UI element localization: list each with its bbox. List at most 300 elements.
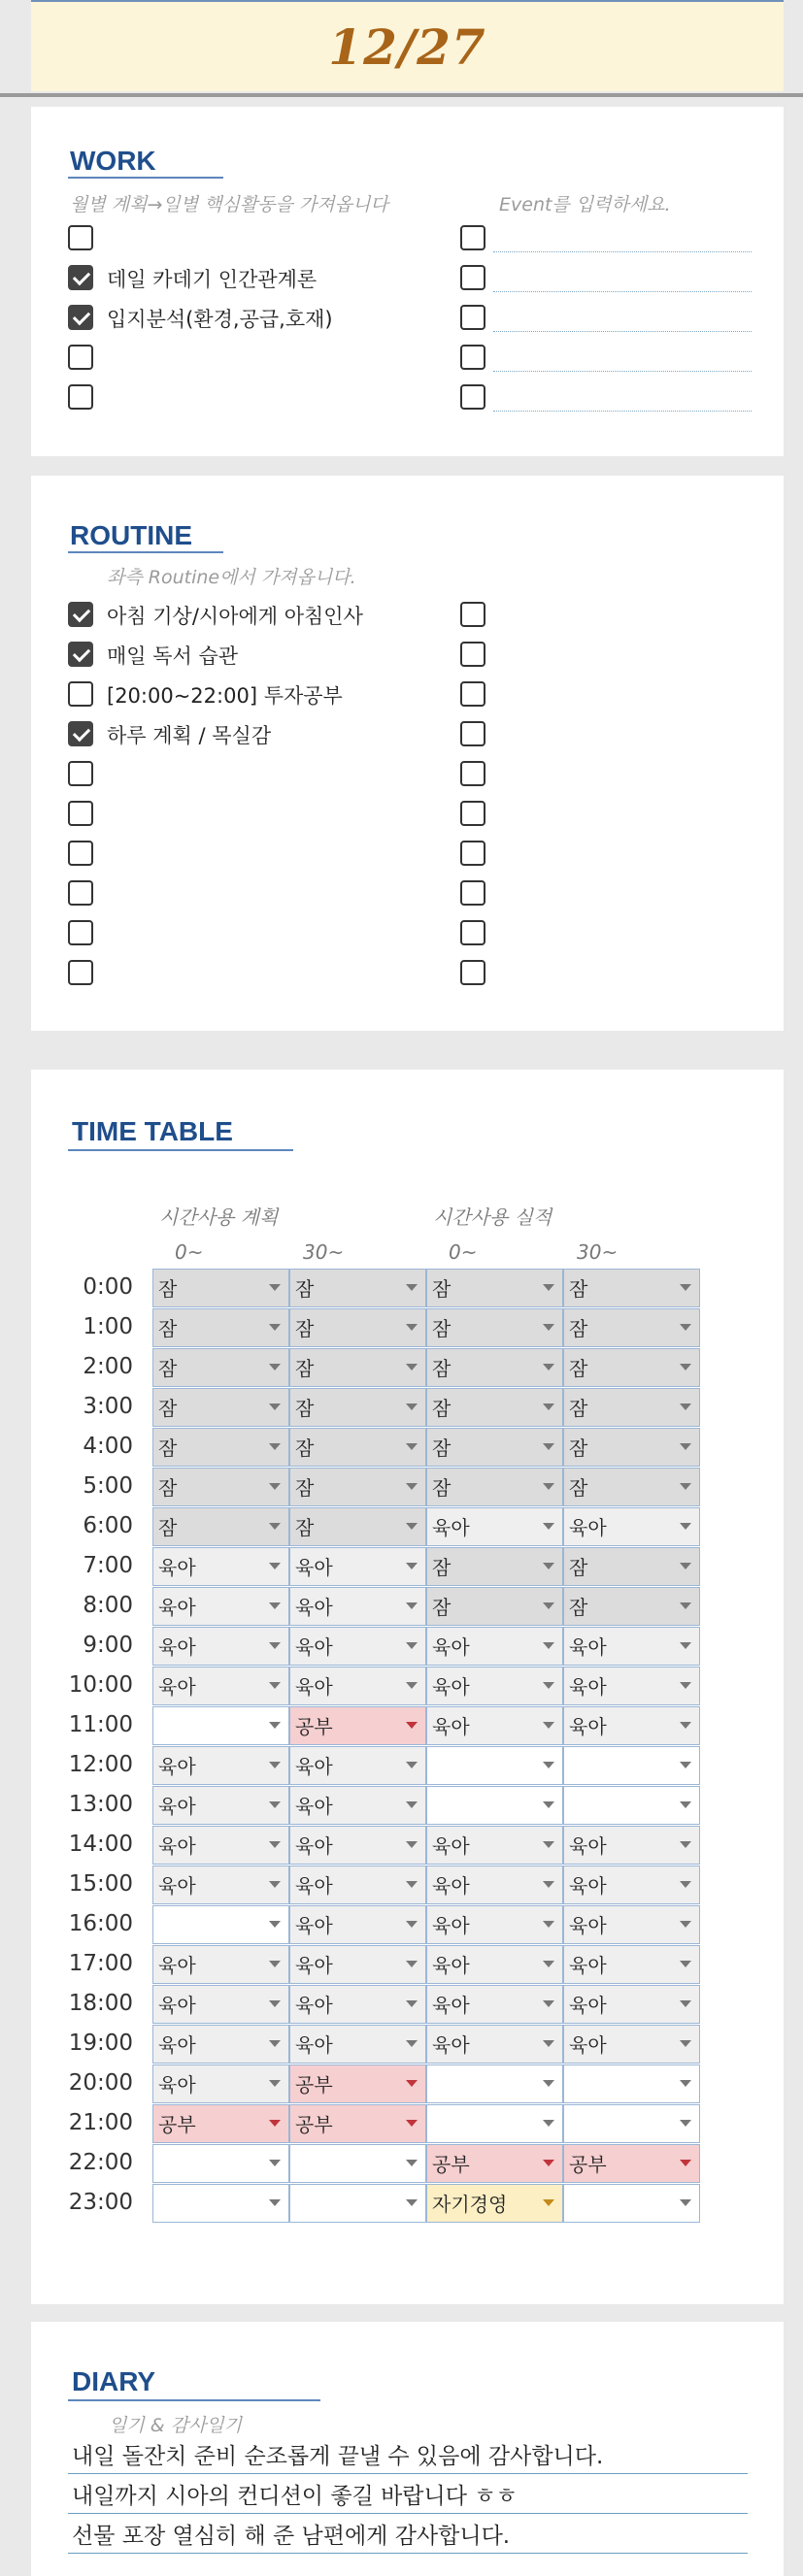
header-divider xyxy=(0,93,803,97)
plan-cell[interactable] xyxy=(289,1428,426,1467)
cell-value: 공부 xyxy=(295,2073,333,2097)
actual-cell[interactable] xyxy=(563,1269,700,1307)
dropdown-arrow-icon[interactable] xyxy=(543,2120,554,2127)
actual-cell[interactable] xyxy=(563,1388,700,1427)
cell-value: 잠 xyxy=(158,1437,178,1460)
timetable-row xyxy=(68,2144,700,2184)
dropdown-arrow-icon[interactable] xyxy=(406,2040,418,2047)
actual-cell[interactable] xyxy=(426,1587,563,1626)
cell-value: 잠 xyxy=(295,1476,315,1500)
plan-cell[interactable] xyxy=(152,1786,289,1825)
dropdown-arrow-icon[interactable] xyxy=(406,1881,418,1888)
plan-cell[interactable] xyxy=(152,2184,289,2223)
work-task-checkbox[interactable] xyxy=(68,345,93,370)
dropdown-arrow-icon[interactable] xyxy=(543,1284,554,1291)
routine-label[interactable]: 하루 계획 / 목실감 xyxy=(107,724,272,747)
cell-value: 육아 xyxy=(295,2033,333,2057)
work-task-checkbox[interactable] xyxy=(68,384,93,410)
cell-value: 육아 xyxy=(295,1994,333,2017)
work-task-checkbox[interactable] xyxy=(68,225,93,250)
plan-cell[interactable] xyxy=(289,2144,426,2183)
actual-cell[interactable] xyxy=(563,1348,700,1387)
dropdown-arrow-icon[interactable] xyxy=(406,1921,418,1928)
actual-cell[interactable] xyxy=(426,1667,563,1705)
dropdown-arrow-icon[interactable] xyxy=(269,1483,281,1490)
dropdown-arrow-icon[interactable] xyxy=(406,1682,418,1689)
routine-checkbox-right[interactable] xyxy=(460,960,485,985)
plan-cell[interactable] xyxy=(152,1468,289,1506)
dropdown-arrow-icon[interactable] xyxy=(680,1722,691,1729)
diary-line-text[interactable]: 선물 포장 열심히 해 준 남편에게 감사합니다. xyxy=(72,2524,511,2549)
plan-cell[interactable] xyxy=(152,1348,289,1387)
dropdown-arrow-icon[interactable] xyxy=(269,2120,281,2127)
dropdown-arrow-icon[interactable] xyxy=(406,1801,418,1808)
dropdown-arrow-icon[interactable] xyxy=(680,1324,691,1331)
cell-value: 육아 xyxy=(295,1675,333,1699)
plan-cell[interactable] xyxy=(152,1905,289,1944)
dropdown-arrow-icon[interactable] xyxy=(269,1443,281,1450)
dropdown-arrow-icon[interactable] xyxy=(406,1284,418,1291)
dropdown-arrow-icon[interactable] xyxy=(543,1523,554,1530)
dropdown-arrow-icon[interactable] xyxy=(406,1722,418,1729)
plan-cell[interactable] xyxy=(152,1547,289,1586)
routine-section xyxy=(31,476,784,1031)
timetable-row xyxy=(83,1547,700,1587)
cell-value: 잠 xyxy=(295,1397,315,1420)
routine-label[interactable]: 매일 독서 습관 xyxy=(107,644,239,668)
actual-cell[interactable] xyxy=(426,2144,563,2183)
work-task-label[interactable]: 입지분석(환경,공급,호재) xyxy=(107,308,333,331)
work-section xyxy=(31,107,784,456)
plan-cell[interactable] xyxy=(152,1269,289,1307)
dropdown-arrow-icon[interactable] xyxy=(543,1682,554,1689)
plan-cell[interactable] xyxy=(289,2025,426,2064)
actual-cell[interactable] xyxy=(426,1706,563,1745)
time-label: 20:00 xyxy=(68,2070,133,2096)
actual-cell[interactable] xyxy=(563,1507,700,1546)
routine-checkbox-right[interactable] xyxy=(460,642,485,667)
time-label: 0:00 xyxy=(83,1274,133,1300)
timetable-row xyxy=(68,1866,700,1905)
plan-cell[interactable] xyxy=(289,1746,426,1785)
routine-checkbox-right[interactable] xyxy=(460,602,485,627)
time-label: 11:00 xyxy=(68,1712,133,1737)
time-label: 5:00 xyxy=(83,1473,133,1499)
plan-cell[interactable] xyxy=(289,1826,426,1865)
actual-cell[interactable] xyxy=(563,1547,700,1586)
dropdown-arrow-icon[interactable] xyxy=(543,1364,554,1371)
dropdown-arrow-icon[interactable] xyxy=(406,2160,418,2166)
dropdown-arrow-icon[interactable] xyxy=(543,1404,554,1410)
dropdown-arrow-icon[interactable] xyxy=(680,1801,691,1808)
actual-cell[interactable] xyxy=(563,2064,700,2103)
actual-cell[interactable] xyxy=(426,1945,563,1984)
actual-cell[interactable] xyxy=(426,1826,563,1865)
actual-cell[interactable] xyxy=(563,1468,700,1506)
plan-cell[interactable] xyxy=(152,2064,289,2103)
routine-checkbox-right[interactable] xyxy=(460,920,485,945)
dropdown-arrow-icon[interactable] xyxy=(269,1563,281,1569)
dropdown-arrow-icon[interactable] xyxy=(406,1324,418,1331)
date-title: 12/27 xyxy=(328,17,486,76)
dropdown-arrow-icon[interactable] xyxy=(406,1762,418,1768)
work-task-label[interactable]: 데일 카데기 인간관계론 xyxy=(107,268,318,291)
plan-cell[interactable] xyxy=(152,2025,289,2064)
routine-checkbox[interactable] xyxy=(68,721,93,746)
dropdown-arrow-icon[interactable] xyxy=(543,1921,554,1928)
actual-cell[interactable] xyxy=(426,1428,563,1467)
actual-cell[interactable] xyxy=(426,1985,563,2024)
routine-checkbox-right[interactable] xyxy=(460,880,485,906)
actual-cell[interactable] xyxy=(563,2144,700,2183)
dropdown-arrow-icon[interactable] xyxy=(406,1364,418,1371)
plan-cell[interactable] xyxy=(152,1945,289,1984)
dropdown-arrow-icon[interactable] xyxy=(543,1762,554,1768)
timetable-title-underline xyxy=(68,1149,293,1151)
actual-cell[interactable] xyxy=(563,1706,700,1745)
dropdown-arrow-icon[interactable] xyxy=(269,1364,281,1371)
plan-cell[interactable] xyxy=(152,1428,289,1467)
plan-cell[interactable] xyxy=(289,2184,426,2223)
dropdown-arrow-icon[interactable] xyxy=(406,1841,418,1848)
time-label: 4:00 xyxy=(83,1434,133,1459)
dropdown-arrow-icon[interactable] xyxy=(406,1602,418,1609)
plan-cell[interactable] xyxy=(289,1507,426,1546)
plan-cell[interactable] xyxy=(289,1547,426,1586)
dropdown-arrow-icon[interactable] xyxy=(680,2040,691,2047)
dropdown-arrow-icon[interactable] xyxy=(543,1443,554,1450)
cell-value: 육아 xyxy=(569,1994,607,2017)
plan-cell[interactable] xyxy=(289,1786,426,1825)
plan-cell[interactable] xyxy=(289,1388,426,1427)
dropdown-arrow-icon[interactable] xyxy=(269,1682,281,1689)
plan-cell[interactable] xyxy=(152,1826,289,1865)
dropdown-arrow-icon[interactable] xyxy=(680,1523,691,1530)
actual-cell[interactable] xyxy=(426,1308,563,1347)
dropdown-arrow-icon[interactable] xyxy=(406,1523,418,1530)
actual-cell[interactable] xyxy=(563,1587,700,1626)
routine-checkbox[interactable] xyxy=(68,801,93,826)
cell-value: 잠 xyxy=(432,1476,452,1500)
actual-cell[interactable] xyxy=(563,1826,700,1865)
dropdown-arrow-icon[interactable] xyxy=(680,2199,691,2206)
routine-checkbox[interactable] xyxy=(68,841,93,866)
routine-checkbox[interactable] xyxy=(68,761,93,786)
routine-label[interactable]: 아침 기상/시아에게 아침인사 xyxy=(107,605,363,628)
actual-cell[interactable] xyxy=(563,1667,700,1705)
dropdown-arrow-icon[interactable] xyxy=(680,1602,691,1609)
event-checkbox[interactable] xyxy=(460,225,485,250)
actual-cell[interactable] xyxy=(563,1786,700,1825)
cell-value: 육아 xyxy=(295,1795,333,1818)
plan-cell[interactable] xyxy=(152,1587,289,1626)
plan-header: 시간사용 계획 xyxy=(159,1205,279,1229)
dropdown-arrow-icon[interactable] xyxy=(680,1563,691,1569)
dropdown-arrow-icon[interactable] xyxy=(269,1404,281,1410)
plan-cell[interactable] xyxy=(289,1866,426,1904)
plan-cell[interactable] xyxy=(289,1985,426,2024)
event-checkbox[interactable] xyxy=(460,305,485,330)
dropdown-arrow-icon[interactable] xyxy=(269,1523,281,1530)
actual-cell[interactable] xyxy=(426,1348,563,1387)
routine-checkbox-right[interactable] xyxy=(460,841,485,866)
plan-cell[interactable] xyxy=(289,1269,426,1307)
plan-cell[interactable] xyxy=(152,1507,289,1546)
plan-cell[interactable] xyxy=(152,2144,289,2183)
cell-value: 잠 xyxy=(569,1556,588,1579)
plan-cell[interactable] xyxy=(152,1746,289,1785)
dropdown-arrow-icon[interactable] xyxy=(680,1682,691,1689)
dropdown-arrow-icon[interactable] xyxy=(680,1841,691,1848)
dropdown-arrow-icon[interactable] xyxy=(543,1961,554,1967)
time-label: 15:00 xyxy=(68,1871,133,1897)
routine-title-underline xyxy=(68,551,223,553)
event-input-line[interactable] xyxy=(493,330,752,332)
plan-cell[interactable] xyxy=(289,1348,426,1387)
cell-value: 육아 xyxy=(569,2033,607,2057)
dropdown-arrow-icon[interactable] xyxy=(406,2199,418,2206)
event-input-line[interactable] xyxy=(493,410,752,412)
time-label: 21:00 xyxy=(68,2110,133,2135)
cell-value: 육아 xyxy=(569,1675,607,1699)
actual-cell[interactable] xyxy=(563,2104,700,2143)
actual-cell[interactable] xyxy=(426,2064,563,2103)
dropdown-arrow-icon[interactable] xyxy=(543,1642,554,1649)
dropdown-arrow-icon[interactable] xyxy=(269,1881,281,1888)
actual-cell[interactable] xyxy=(563,1866,700,1904)
plan-cell[interactable] xyxy=(152,1388,289,1427)
cell-value: 육아 xyxy=(432,1834,470,1858)
actual-cell[interactable] xyxy=(426,1269,563,1307)
dropdown-arrow-icon[interactable] xyxy=(269,1921,281,1928)
plan-cell[interactable] xyxy=(289,1945,426,1984)
routine-label[interactable]: [20:00~22:00] 투자공부 xyxy=(107,684,343,708)
dropdown-arrow-icon[interactable] xyxy=(543,1881,554,1888)
plan-cell[interactable] xyxy=(289,1905,426,1944)
dropdown-arrow-icon[interactable] xyxy=(269,1722,281,1729)
plan-cell[interactable] xyxy=(289,1706,426,1745)
routine-checkbox[interactable] xyxy=(68,681,93,707)
plan-cell[interactable] xyxy=(289,1667,426,1705)
dropdown-arrow-icon[interactable] xyxy=(680,1404,691,1410)
dropdown-arrow-icon[interactable] xyxy=(269,1762,281,1768)
cell-value: 육아 xyxy=(432,1675,470,1699)
actual-cell[interactable] xyxy=(563,1985,700,2024)
routine-checkbox[interactable] xyxy=(68,880,93,906)
actual-cell[interactable] xyxy=(563,1905,700,1944)
timetable-row xyxy=(83,1428,700,1468)
dropdown-arrow-icon[interactable] xyxy=(406,1961,418,1967)
dropdown-arrow-icon[interactable] xyxy=(680,1881,691,1888)
event-input-line[interactable] xyxy=(493,250,752,252)
cell-value: 공부 xyxy=(158,2113,196,2136)
dropdown-arrow-icon[interactable] xyxy=(543,1801,554,1808)
event-checkbox[interactable] xyxy=(460,265,485,290)
dropdown-arrow-icon[interactable] xyxy=(543,2040,554,2047)
event-input-line[interactable] xyxy=(493,290,752,292)
dropdown-arrow-icon[interactable] xyxy=(406,1483,418,1490)
plan-cell[interactable] xyxy=(152,1627,289,1666)
work-task-checkbox[interactable] xyxy=(68,305,93,330)
routine-checkbox[interactable] xyxy=(68,642,93,667)
plan-cell[interactable] xyxy=(152,1866,289,1904)
actual-cell[interactable] xyxy=(426,1905,563,1944)
routine-checkbox-right[interactable] xyxy=(460,721,485,746)
routine-checkbox[interactable] xyxy=(68,602,93,627)
dropdown-arrow-icon[interactable] xyxy=(543,1722,554,1729)
actual-cell[interactable] xyxy=(426,2184,563,2223)
time-label: 7:00 xyxy=(83,1553,133,1578)
dropdown-arrow-icon[interactable] xyxy=(680,1284,691,1291)
dropdown-arrow-icon[interactable] xyxy=(406,1563,418,1569)
cell-value: 육아 xyxy=(158,1596,196,1619)
routine-title: ROUTINE xyxy=(70,520,192,550)
dropdown-arrow-icon[interactable] xyxy=(269,1324,281,1331)
plan-cell[interactable] xyxy=(289,2104,426,2143)
cell-value: 잠 xyxy=(295,1437,315,1460)
dropdown-arrow-icon[interactable] xyxy=(269,1961,281,1967)
dropdown-arrow-icon[interactable] xyxy=(543,2080,554,2087)
plan-cell[interactable] xyxy=(289,1587,426,1626)
dropdown-arrow-icon[interactable] xyxy=(680,1762,691,1768)
actual-cell[interactable] xyxy=(426,2104,563,2143)
routine-checkbox-right[interactable] xyxy=(460,801,485,826)
dropdown-arrow-icon[interactable] xyxy=(269,2040,281,2047)
dropdown-arrow-icon[interactable] xyxy=(680,2160,691,2166)
cell-value: 잠 xyxy=(158,1357,178,1380)
plan-cell[interactable] xyxy=(152,1667,289,1705)
dropdown-arrow-icon[interactable] xyxy=(680,2000,691,2007)
dropdown-arrow-icon[interactable] xyxy=(543,1324,554,1331)
actual-cell[interactable] xyxy=(426,2025,563,2064)
actual-cell[interactable] xyxy=(426,1746,563,1785)
plan-cell[interactable] xyxy=(152,1308,289,1347)
dropdown-arrow-icon[interactable] xyxy=(269,2160,281,2166)
timetable-row xyxy=(83,1627,700,1667)
time-label: 18:00 xyxy=(68,1991,133,2016)
dropdown-arrow-icon[interactable] xyxy=(543,2199,554,2206)
plan-cell[interactable] xyxy=(289,1308,426,1347)
routine-checkbox[interactable] xyxy=(68,920,93,945)
cell-value: 육아 xyxy=(432,1994,470,2017)
dropdown-arrow-icon[interactable] xyxy=(406,2120,418,2127)
dropdown-arrow-icon[interactable] xyxy=(406,1404,418,1410)
dropdown-arrow-icon[interactable] xyxy=(680,1483,691,1490)
routine-checkbox-right[interactable] xyxy=(460,681,485,707)
timetable-row xyxy=(83,1388,700,1428)
diary-line-text[interactable]: 내일까지 시아의 컨디션이 좋길 바랍니다 ㅎㅎ xyxy=(72,2484,518,2509)
cell-value: 육아 xyxy=(569,1635,607,1659)
dropdown-arrow-icon[interactable] xyxy=(680,2080,691,2087)
timetable-row xyxy=(68,2104,700,2144)
plan-cell[interactable] xyxy=(289,1627,426,1666)
actual-cell[interactable] xyxy=(563,1945,700,1984)
dropdown-arrow-icon[interactable] xyxy=(543,1483,554,1490)
cell-value: 육아 xyxy=(295,1596,333,1619)
dropdown-arrow-icon[interactable] xyxy=(406,2080,418,2087)
dropdown-arrow-icon[interactable] xyxy=(269,2199,281,2206)
plan-cell[interactable] xyxy=(289,1468,426,1506)
plan-cell[interactable] xyxy=(152,1706,289,1745)
dropdown-arrow-icon[interactable] xyxy=(543,1563,554,1569)
timetable-row xyxy=(68,1746,700,1786)
dropdown-arrow-icon[interactable] xyxy=(680,1364,691,1371)
actual-cell[interactable] xyxy=(426,1786,563,1825)
work-task-checkbox[interactable] xyxy=(68,265,93,290)
actual-cell[interactable] xyxy=(426,1547,563,1586)
routine-checkbox-right[interactable] xyxy=(460,761,485,786)
dropdown-arrow-icon[interactable] xyxy=(406,1443,418,1450)
plan-sub-header-30: 30~ xyxy=(303,1240,345,1264)
dropdown-arrow-icon[interactable] xyxy=(269,1841,281,1848)
event-checkbox[interactable] xyxy=(460,345,485,370)
time-label: 9:00 xyxy=(83,1633,133,1658)
work-title: WORK xyxy=(70,146,156,176)
cell-value: 잠 xyxy=(432,1556,452,1579)
dropdown-arrow-icon[interactable] xyxy=(680,2120,691,2127)
cell-value: 잠 xyxy=(569,1317,588,1340)
dropdown-arrow-icon[interactable] xyxy=(269,1284,281,1291)
actual-cell[interactable] xyxy=(426,1866,563,1904)
dropdown-arrow-icon[interactable] xyxy=(269,1642,281,1649)
actual-cell[interactable] xyxy=(426,1468,563,1506)
actual-cell[interactable] xyxy=(426,1627,563,1666)
dropdown-arrow-icon[interactable] xyxy=(269,1801,281,1808)
plan-cell[interactable] xyxy=(289,2064,426,2103)
dropdown-arrow-icon[interactable] xyxy=(680,1642,691,1649)
diary-line-text[interactable]: 내일 돌잔치 준비 순조롭게 끝낼 수 있음에 감사합니다. xyxy=(72,2444,604,2469)
actual-cell[interactable] xyxy=(563,1746,700,1785)
cell-value: 육아 xyxy=(158,1834,196,1858)
dropdown-arrow-icon[interactable] xyxy=(680,1961,691,1967)
actual-cell[interactable] xyxy=(563,1428,700,1467)
dropdown-arrow-icon[interactable] xyxy=(543,2160,554,2166)
dropdown-arrow-icon[interactable] xyxy=(269,2000,281,2007)
actual-cell[interactable] xyxy=(563,2184,700,2223)
routine-checkbox[interactable] xyxy=(68,960,93,985)
actual-cell[interactable] xyxy=(563,1308,700,1347)
actual-sub-header-30: 30~ xyxy=(577,1240,619,1264)
dropdown-arrow-icon[interactable] xyxy=(406,2000,418,2007)
actual-cell[interactable] xyxy=(426,1507,563,1546)
dropdown-arrow-icon[interactable] xyxy=(543,1602,554,1609)
cell-value: 육아 xyxy=(158,1755,196,1778)
plan-cell[interactable] xyxy=(152,2104,289,2143)
plan-cell[interactable] xyxy=(152,1985,289,2024)
actual-cell[interactable] xyxy=(563,2025,700,2064)
dropdown-arrow-icon[interactable] xyxy=(680,1921,691,1928)
cell-value: 육아 xyxy=(295,1635,333,1659)
timetable-row xyxy=(68,1985,700,2025)
event-input-line[interactable] xyxy=(493,370,752,372)
actual-sub-header-0: 0~ xyxy=(449,1240,478,1264)
dropdown-arrow-icon[interactable] xyxy=(543,1841,554,1848)
time-label: 16:00 xyxy=(68,1911,133,1936)
actual-cell[interactable] xyxy=(563,1627,700,1666)
cell-value: 육아 xyxy=(569,1954,607,1977)
cell-value: 잠 xyxy=(158,1277,178,1301)
dropdown-arrow-icon[interactable] xyxy=(269,2080,281,2087)
event-checkbox[interactable] xyxy=(460,384,485,410)
dropdown-arrow-icon[interactable] xyxy=(543,2000,554,2007)
actual-cell[interactable] xyxy=(426,1388,563,1427)
dropdown-arrow-icon[interactable] xyxy=(406,1642,418,1649)
dropdown-arrow-icon[interactable] xyxy=(680,1443,691,1450)
cell-value: 육아 xyxy=(432,1914,470,1937)
dropdown-arrow-icon[interactable] xyxy=(269,1602,281,1609)
time-label: 22:00 xyxy=(68,2150,133,2175)
cell-value: 잠 xyxy=(569,1596,588,1619)
